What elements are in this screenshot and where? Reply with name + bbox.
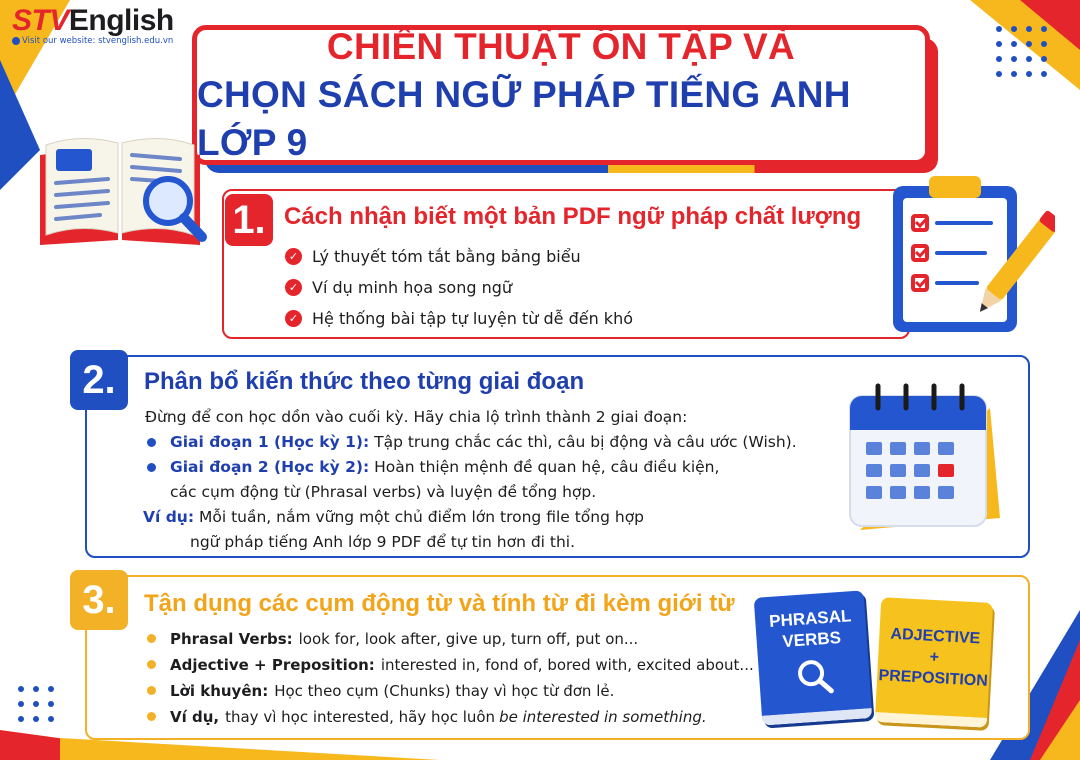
title-line-1: CHIẾN THUẬT ÔN TẬP VÀ	[326, 26, 796, 67]
dot-grid-top-right	[996, 26, 1047, 77]
bullet-icon	[147, 463, 156, 472]
corner-decoration-bottom-right-yellow	[1040, 700, 1080, 760]
list-item: ✓ Hệ thống bài tập tự luyện từ dễ đến khó	[285, 303, 633, 334]
list-item: Giai đoạn 1 (Học kỳ 1): Tập trung chắc các thì, câu bị động và câu ước (Wish).	[145, 430, 845, 455]
section-3-number: 3.	[70, 570, 128, 630]
adj-book-line-3: PREPOSITION	[878, 667, 989, 690]
list-item: Ví dụ, thay vì học interested, hãy học luôn be interested in something.	[147, 704, 747, 730]
logo-stv: STV	[12, 4, 69, 37]
adj-book-line-1: ADJECTIVE	[890, 625, 981, 648]
section-3-heading: Tận dụng các cụm động từ và tính từ đi kèm giới từ	[144, 590, 735, 617]
bullet-icon	[147, 686, 156, 695]
magnifier-icon	[793, 655, 836, 698]
adjective-preposition-book-icon	[875, 597, 993, 728]
list-item: Lời khuyên: Học theo cụm (Chunks) thay vì học từ đơn lẻ.	[147, 678, 747, 704]
title-banner	[192, 25, 930, 165]
section-1-checklist	[285, 241, 633, 334]
phrasal-book-line-1: PHRASAL	[768, 606, 852, 631]
section-2-number: 2.	[70, 350, 128, 410]
title-line-2: CHỌN SÁCH NGỮ PHÁP TIẾNG ANH LỚP 9	[197, 74, 851, 163]
bullet-icon	[147, 660, 156, 669]
open-book-icon	[30, 115, 210, 255]
corner-decoration-bottom-left-yellow	[60, 738, 440, 760]
clipboard-checklist-icon	[885, 172, 1055, 337]
list-item: Giai đoạn 2 (Học kỳ 2): Hoàn thiện mệnh đề quan hệ, câu điều kiện,	[145, 455, 845, 480]
bullet-icon	[147, 438, 156, 447]
bullet-icon	[147, 712, 156, 721]
brand-logo	[12, 4, 174, 46]
section-2-body	[145, 405, 845, 555]
section-2-example: Ví dụ: Mỗi tuần, nắm vững một chủ điểm lớn trong file tổng hợp	[143, 508, 645, 526]
check-icon: ✓	[285, 248, 302, 265]
section-1-heading: Cách nhận biết một bản PDF ngữ pháp chất lượng	[284, 203, 862, 230]
section-2-example-continued: ngữ pháp tiếng Anh lớp 9 PDF để tự tin hơn đi thi.	[190, 533, 576, 551]
section-1-number: 1.	[225, 194, 273, 246]
globe-icon	[12, 37, 20, 45]
phrasal-verbs-book-icon	[754, 590, 873, 725]
list-item: Phrasal Verbs: look for, look after, give up, turn off, put on...	[147, 626, 747, 652]
section-2-heading: Phân bổ kiến thức theo từng giai đoạn	[144, 368, 585, 395]
check-icon: ✓	[285, 279, 302, 296]
section-2-stage2-continued: các cụm động từ (Phrasal verbs) và luyện đề tổng hợp.	[170, 483, 597, 501]
list-item: ✓ Lý thuyết tóm tắt bằng bảng biểu	[285, 241, 633, 272]
list-item: Adjective + Preposition: interested in, fond of, bored with, excited about...	[147, 652, 747, 678]
logo-website: Visit our website: stvenglish.edu.vn	[12, 36, 174, 46]
adj-book-line-2: +	[929, 648, 940, 667]
calendar-icon	[840, 378, 1005, 538]
section-2-intro: Đừng để con học dồn vào cuối kỳ. Hãy chia lộ trình thành 2 giai đoạn:	[145, 408, 688, 426]
bullet-icon	[147, 634, 156, 643]
check-icon: ✓	[285, 310, 302, 327]
logo-english: English	[68, 4, 174, 37]
section-3-body	[147, 626, 754, 730]
list-item: ✓ Ví dụ minh họa song ngữ	[285, 272, 633, 303]
phrasal-book-line-2: VERBS	[781, 628, 842, 652]
dot-grid-bottom-left	[18, 686, 54, 722]
